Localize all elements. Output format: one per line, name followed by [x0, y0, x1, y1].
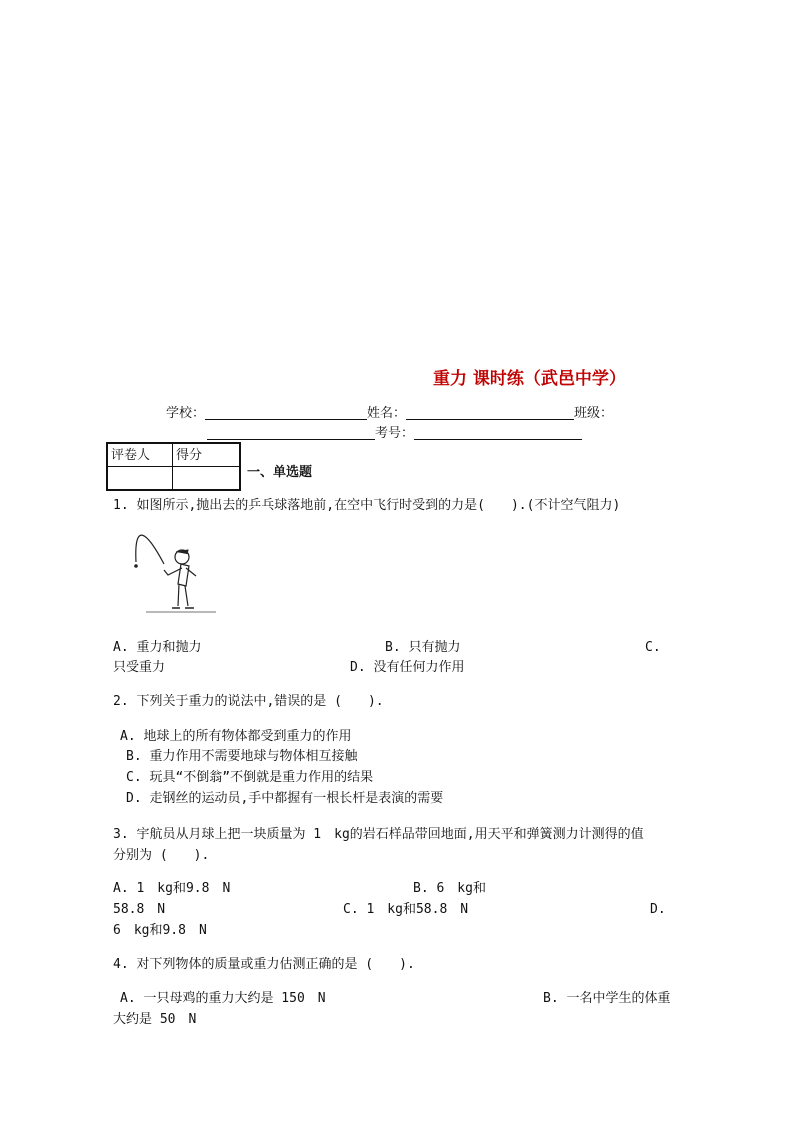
question-4-stem: 4. 对下列物体的质量或重力估测正确的是 ( ).	[113, 957, 415, 972]
q3-option-d: D.	[650, 902, 666, 917]
q3-option-d-cont: 6 kg和9.8 N	[113, 923, 207, 938]
q4-option-b: B. 一名中学生的体重	[543, 991, 671, 1006]
q2-option-a: A. 地球上的所有物体都受到重力的作用	[120, 729, 352, 744]
q3-option-c: C. 1 kg和58.8 N	[343, 902, 469, 917]
grader-cell[interactable]	[107, 467, 173, 491]
exam-no-label: 考号：	[375, 426, 415, 441]
question-2-stem: 2. 下列关于重力的说法中,错误的是 ( ).	[113, 694, 384, 709]
name-label: 姓名：	[367, 406, 407, 421]
q1-option-a: A. 重力和抛力	[113, 640, 202, 655]
header-row-2	[207, 424, 582, 444]
q2-option-c: C. 玩具“不倒翁”不倒就是重力作用的结果	[126, 770, 374, 785]
q4-option-b-cont: 大约是 50 N	[113, 1012, 197, 1027]
class-blank[interactable]	[207, 425, 375, 440]
name-blank[interactable]	[406, 405, 574, 420]
q1-option-c: C.	[645, 640, 661, 655]
q3-option-a: A. 1 kg和9.8 N	[113, 881, 231, 896]
class-label: 班级：	[574, 406, 614, 421]
section-title: 一、单选题	[247, 465, 313, 480]
q3-option-b-cont: 58.8 N	[113, 902, 166, 917]
grader-header: 评卷人	[107, 443, 173, 467]
ball-icon	[134, 564, 138, 568]
exam-no-blank[interactable]	[414, 425, 582, 440]
q2-option-d: D. 走钢丝的运动员,手中都握有一根长杆是表演的需要	[126, 791, 444, 806]
score-table	[106, 442, 241, 491]
q4-option-a: A. 一只母鸡的重力大约是 150 N	[120, 991, 326, 1006]
header-row-1	[166, 404, 613, 424]
question-3-stem-line2: 分别为 ( ).	[113, 848, 210, 863]
question-1-stem: 1. 如图所示,抛出去的乒乓球落地前,在空中飞行时受到的力是( ).(不计空气阻力)	[113, 498, 621, 513]
score-header: 得分	[173, 443, 241, 467]
ball-trajectory	[136, 535, 164, 564]
score-cell[interactable]	[173, 467, 241, 491]
school-blank[interactable]	[205, 405, 367, 420]
q1-option-c-cont: 只受重力	[113, 660, 166, 675]
page-title: 重力 课时练（武邑中学）	[433, 369, 626, 389]
q1-option-b: B. 只有抛力	[385, 640, 461, 655]
question-3-stem-line1: 3. 宇航员从月球上把一块质量为 1 kg的岩石样品带回地面,用天平和弹簧测力计测得的值	[113, 827, 644, 842]
q2-option-b: B. 重力作用不需要地球与物体相互接触	[126, 749, 358, 764]
player-body	[178, 564, 189, 586]
ping-pong-figure	[126, 520, 221, 616]
school-label: 学校：	[166, 406, 206, 421]
q1-option-d: D. 没有任何力作用	[350, 660, 465, 675]
q3-option-b: B. 6 kg和	[413, 881, 486, 896]
